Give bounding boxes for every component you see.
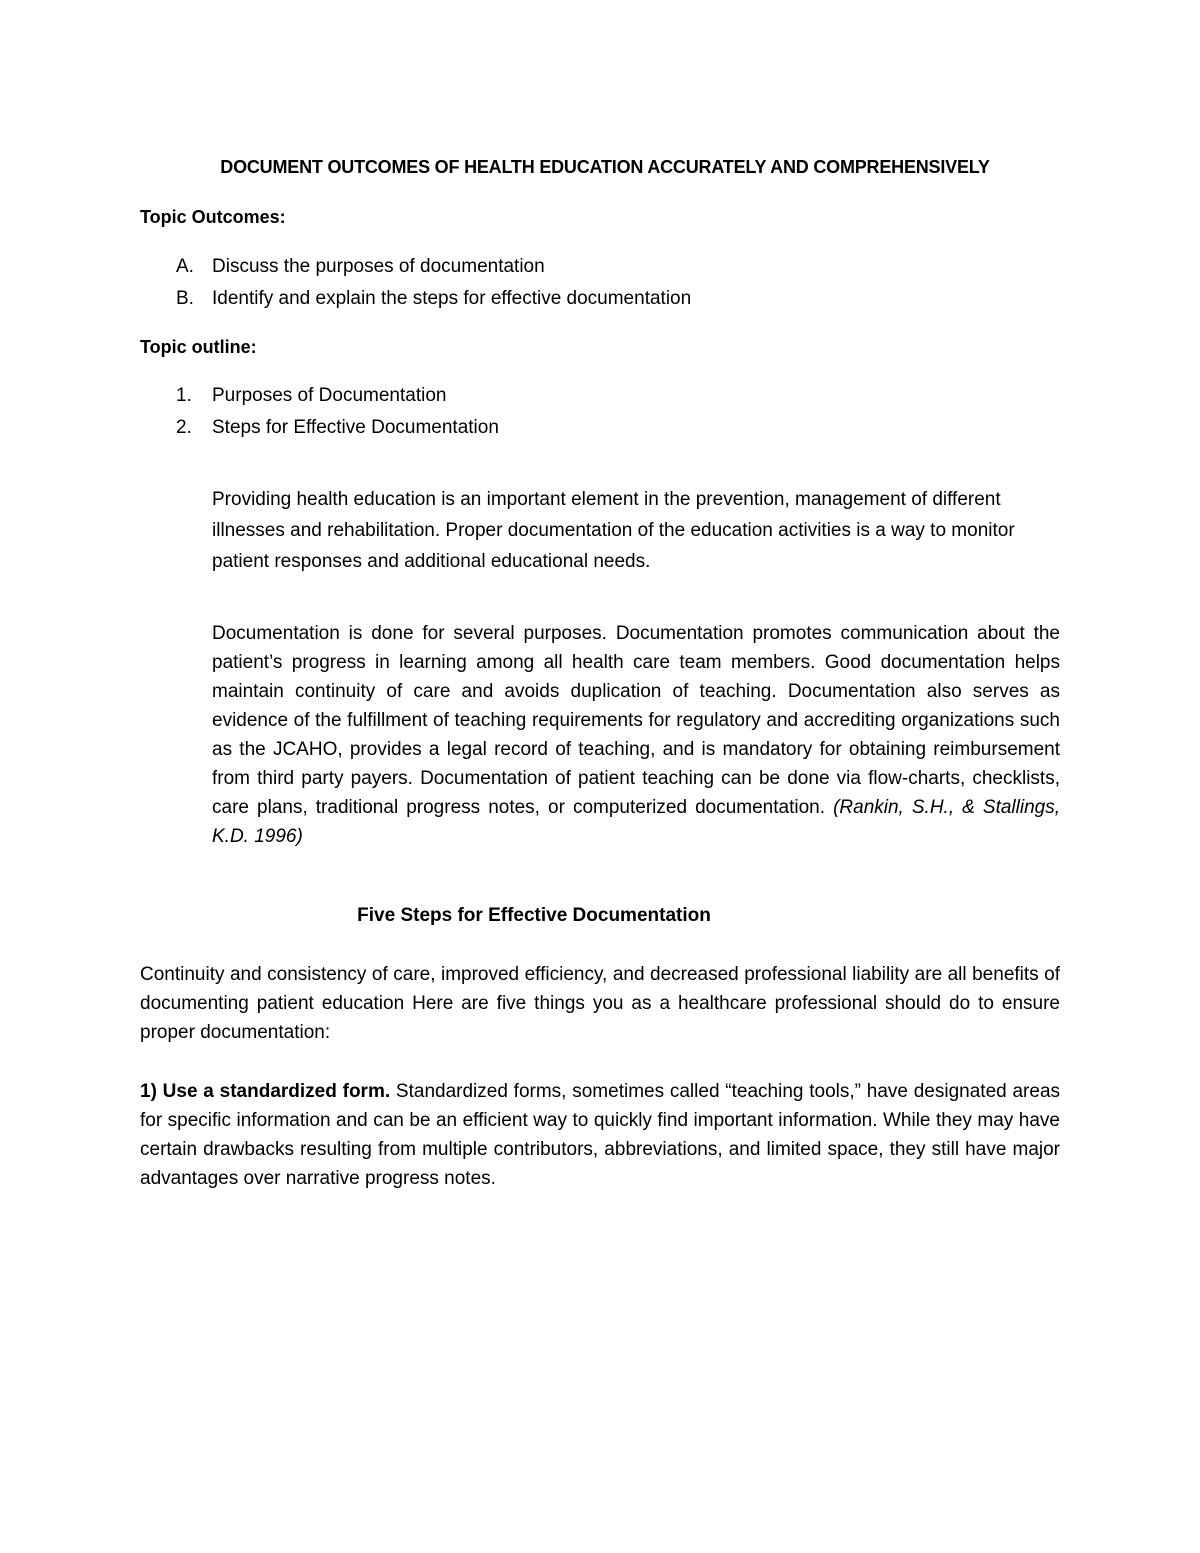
- list-item-text: Identify and explain the steps for effective documentation: [212, 288, 692, 309]
- list-item-text: Steps for Effective Documentation: [212, 417, 499, 438]
- list-item: [140, 412, 499, 444]
- page-title: DOCUMENT OUTCOMES OF HEALTH EDUCATION ACCURATELY AND COMPREHENSIVELY: [220, 157, 990, 177]
- outline-heading: Topic outline:: [140, 337, 257, 357]
- list-item-text: Purposes of Documentation: [212, 385, 447, 406]
- step-1-label: 1) Use a standardized form.: [140, 1081, 391, 1102]
- list-marker: 2.: [176, 417, 192, 438]
- purposes-paragraph: [212, 619, 1060, 851]
- list-item: [140, 251, 691, 283]
- section-heading: Five Steps for Effective Documentation: [357, 905, 711, 926]
- list-item: [140, 380, 499, 412]
- outline-list: [140, 380, 499, 444]
- outcomes-heading: Topic Outcomes:: [140, 207, 286, 227]
- list-item-text: Discuss the purposes of documentation: [212, 256, 545, 277]
- outcomes-list: [140, 251, 691, 315]
- list-marker: 1.: [176, 385, 192, 406]
- list-marker: A.: [176, 256, 194, 277]
- purposes-text: Documentation is done for several purposes. Documentation promotes communication about the patient’s progress in learning among all health care team members. Good documentation helps maintain continuity of care and avoids duplication of teaching. Documentation also serves as evidence of the fulfillment of teaching requirements for regulatory and accrediting organizations such as the JCAHO, provides a legal record of teaching, and is mandatory for obtaining reimbursement from third party payers. Documentation of patient teaching can be done via flow-charts, checklists, care plans, traditional progress notes, or computerized documentation.: [212, 623, 1060, 818]
- list-marker: B.: [176, 288, 194, 309]
- steps-intro-paragraph: Continuity and consistency of care, improved efficiency, and decreased professional liability are all benefits of documenting patient education Here are five things you as a healthcare professional should do to ensure proper documentation:: [140, 964, 1060, 1043]
- intro-paragraph: Providing health education is an important element in the prevention, management of different illnesses and rehabilitation. Proper documentation of the education activities is a way to monitor patient responses and additional educational needs.: [212, 489, 1015, 572]
- step-1-paragraph: [140, 1077, 1060, 1193]
- citation: (Rankin, S.H., & Stallings, K.D. 1996): [212, 797, 1061, 847]
- step-1-text: Standardized forms, sometimes called “teaching tools,” have designated areas for specific information and can be an efficient way to quickly find important information. While they may have certain drawbacks resulting from multiple contributors, abbreviations, and limited space, they still have major advantages over narrative progress notes.: [140, 1081, 1061, 1189]
- list-item: [140, 283, 691, 315]
